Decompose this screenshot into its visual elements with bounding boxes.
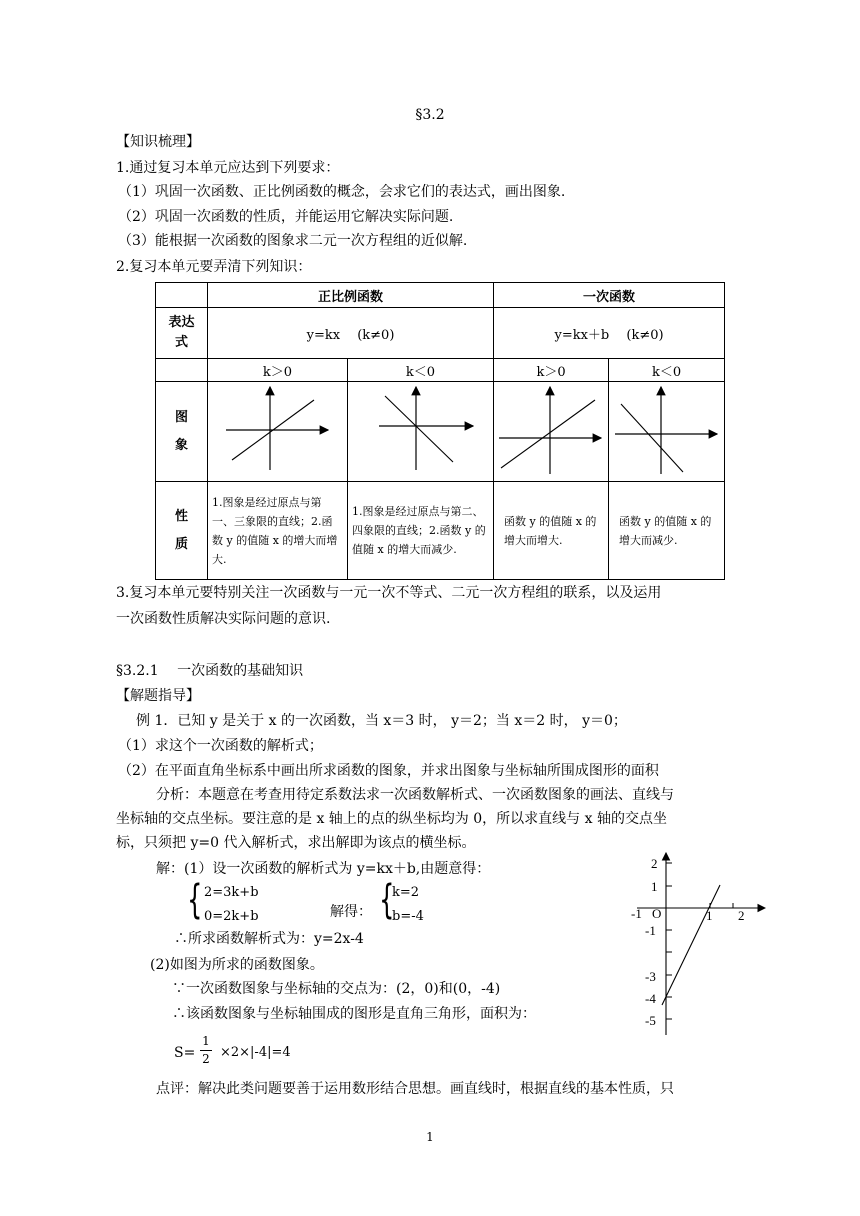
example-1-question-1: （1）求这个一次函数的解析式； xyxy=(118,738,323,754)
requirement-1: （1）巩固一次函数、正比例函数的概念，会求它们的表达式，画出图象. xyxy=(118,184,566,200)
left-brace-1: { xyxy=(187,877,203,923)
graph-linear-negative xyxy=(609,382,725,482)
section-heading-zhishi: 【知识梳理】 xyxy=(116,134,200,150)
label-x2: 2 xyxy=(738,908,745,923)
section-heading-jieti: 【解题指导】 xyxy=(116,688,200,704)
label-ym1: -1 xyxy=(645,923,656,938)
row-label-graph: 图象 xyxy=(156,382,208,482)
area-expression: ×2×|-4|=4 xyxy=(220,1045,291,1060)
solution-step-4: ∵一次函数图象与坐标轴的交点为：(2，0)和(0，-4) xyxy=(172,981,501,997)
header-linear: 一次函数 xyxy=(494,283,725,308)
properties-linear-positive: 函数 y 的值随 x 的增大而增大. xyxy=(494,482,609,580)
label-ym3: -3 xyxy=(645,969,656,984)
example-1-question-2: （2）在平面直角坐标系中画出所求函数的图象，并求出图象与坐标轴所围成图形的面积 xyxy=(118,763,659,779)
page-number: 1 xyxy=(426,1130,434,1144)
function-graph xyxy=(615,845,775,1045)
label-x1: 1 xyxy=(706,908,713,923)
graph-proportional-positive xyxy=(208,382,348,482)
row-label-properties: 性质 xyxy=(156,482,208,580)
requirements-intro: 1.通过复习本单元应达到下列要求： xyxy=(116,160,340,176)
fraction-numerator: 1 xyxy=(202,1034,210,1048)
graph-linear-negative-icon xyxy=(611,382,723,477)
area-prefix: S= xyxy=(174,1045,196,1061)
k-negative-1: k＜0 xyxy=(348,359,494,382)
k-positive-1: k＞0 xyxy=(208,359,348,382)
label-y2: 2 xyxy=(651,856,658,871)
header-proportional: 正比例函数 xyxy=(208,283,494,308)
k-positive-2: k＞0 xyxy=(494,359,609,382)
fraction-denominator: 2 xyxy=(202,1052,210,1066)
label-xm1: -1 xyxy=(631,906,642,921)
equation-2: 0=2k+b xyxy=(204,909,259,924)
solution-step-2: ∴所求函数解析式为：y=2x-4 xyxy=(174,931,364,947)
fraction-bar xyxy=(200,1050,212,1051)
expression-proportional: y=kx (k≠0) xyxy=(208,308,494,359)
requirement-2: （2）巩固一次函数的性质，并能运用它解决实际问题. xyxy=(118,209,454,225)
requirement-3: （3）能根据一次函数的图象求二元一次方程组的近似解. xyxy=(118,233,468,249)
label-y1: 1 xyxy=(651,879,658,894)
subsection-title: §3.2.1 一次函数的基础知识 xyxy=(116,663,304,679)
table-empty-cell xyxy=(156,359,208,382)
solve-label: 解得： xyxy=(330,904,372,920)
result-k: k=2 xyxy=(392,885,420,900)
graph-proportional-negative xyxy=(348,382,494,482)
result-b: b=-4 xyxy=(392,909,424,924)
solution-step-1: 解：(1）设一次函数的解析式为 y=kx＋b,由题意得： xyxy=(156,861,491,877)
function-properties-table xyxy=(155,282,725,580)
equation-1: 2=3k+b xyxy=(204,885,259,900)
graph-proportional-negative-icon xyxy=(361,382,481,477)
label-ym4: -4 xyxy=(645,991,656,1006)
label-origin: O xyxy=(652,906,662,921)
analysis-line-3: 标，只须把 y=0 代入解析式，求出解即为该点的横坐标。 xyxy=(116,835,476,851)
label-ym5: -5 xyxy=(645,1013,656,1028)
solution-step-5: ∴该函数图象与坐标轴围成的图形是直角三角形，面积为： xyxy=(172,1006,536,1022)
comment-line: 点评：解决此类问题要善于运用数形结合思想。画直线时，根据直线的基本性质，只 xyxy=(156,1081,674,1097)
example-1-statement: 例 1．已知 y 是关于 x 的一次函数，当 x＝3 时， y＝2；当 x＝2 时， y＝0； xyxy=(136,713,627,729)
paragraph-3-line-2: 一次函数性质解决实际问题的意识. xyxy=(116,611,331,627)
expression-linear: y=kx＋b (k≠0) xyxy=(494,308,725,359)
properties-linear-negative: 函数 y 的值随 x 的增大而减少. xyxy=(609,482,725,580)
left-brace-2: { xyxy=(379,877,395,923)
graph-proportional-positive-icon xyxy=(218,382,338,477)
properties-proportional-positive: 1.图象是经过原点与第一、三象限的直线；2.函数 y 的值随 x 的增大而增大. xyxy=(208,482,348,580)
graph-linear-positive-icon xyxy=(495,382,607,477)
solution-step-3: (2)如图为所求的函数图象。 xyxy=(150,957,324,973)
page-title: §3.2 xyxy=(415,107,445,123)
analysis-line-1: 分析：本题意在考查用待定系数法求一次函数解析式、一次函数图象的画法、直线与 xyxy=(156,787,674,803)
graph-linear-positive xyxy=(494,382,609,482)
row-label-expression: 表达式 xyxy=(156,308,208,359)
analysis-line-2: 坐标轴的交点坐标。要注意的是 x 轴上的点的纵坐标均为 0，所以求直线与 x 轴的交点坐 xyxy=(116,811,667,827)
function-line xyxy=(662,885,720,1005)
table-corner-cell xyxy=(156,283,208,308)
paragraph-3-line-1: 3.复习本单元要特别关注一次函数与一元一次不等式、二元一次方程组的联系，以及运用 xyxy=(116,585,662,601)
k-negative-2: k＜0 xyxy=(609,359,725,382)
knowledge-intro: 2.复习本单元要弄清下列知识： xyxy=(116,259,312,275)
properties-proportional-negative: 1.图象是经过原点与第二、四象限的直线；2.函数 y 的值随 x 的增大而减少. xyxy=(348,482,494,580)
